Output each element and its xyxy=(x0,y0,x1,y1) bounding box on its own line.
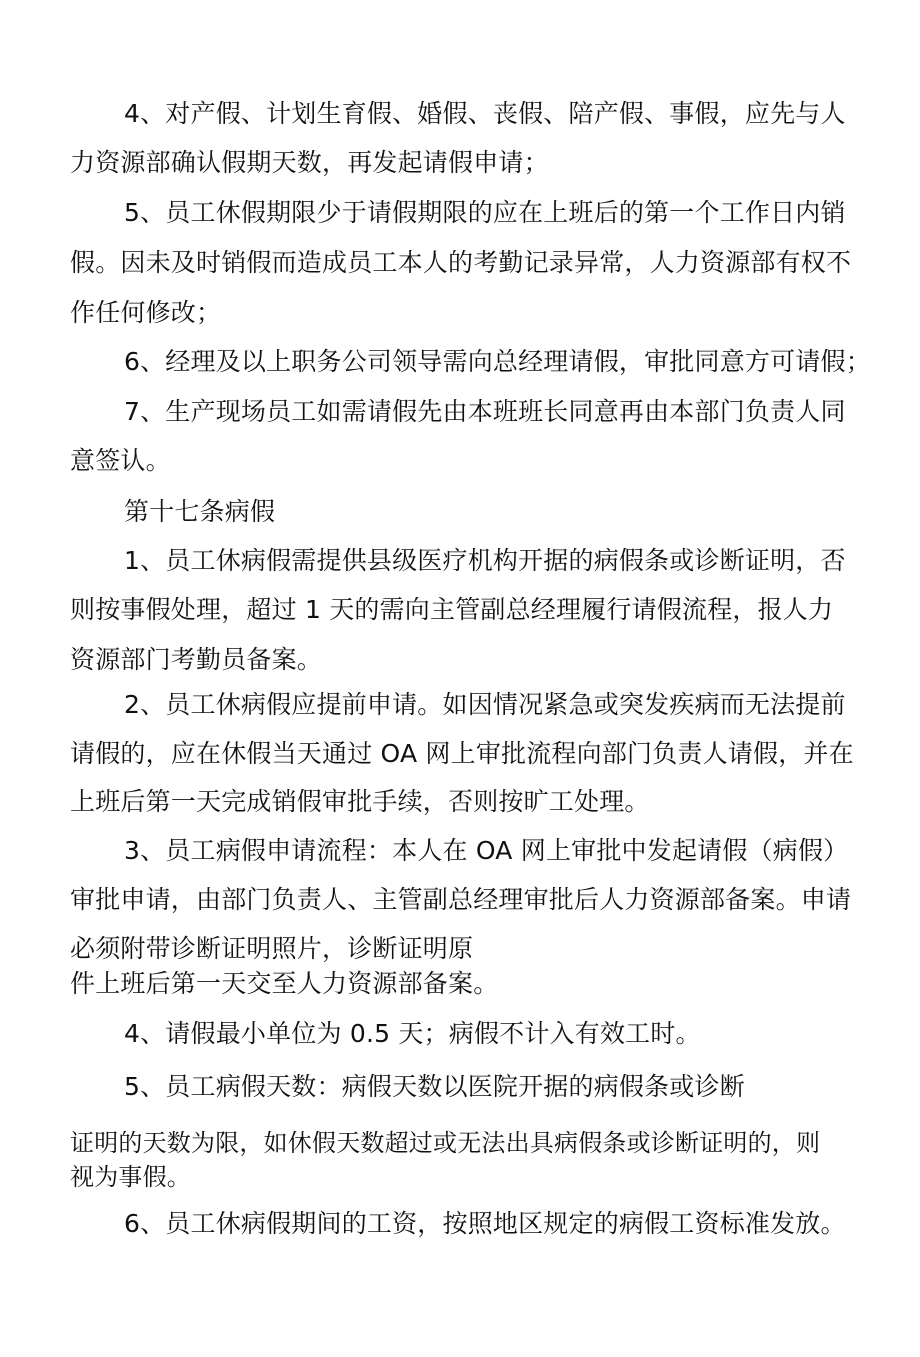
sick-leave-paragraph-3-line-1: 3、员工病假申请流程：本人在 OA 网上审批中发起请假（病假） xyxy=(124,836,849,865)
paragraph-7-line-1: 7、生产现场员工如需请假先由本班班长同意再由本部门负责人同 xyxy=(124,397,846,426)
sick-leave-paragraph-1-line-3: 资源部门考勤员备案。 xyxy=(70,645,323,674)
sick-leave-paragraph-5-line-1: 5、员工病假天数：病假天数以医院开据的病假条或诊断 xyxy=(124,1072,745,1101)
sick-leave-paragraph-2-line-3: 上班后第一天完成销假审批手续，否则按旷工处理。 xyxy=(70,787,650,816)
sick-leave-paragraph-3-line-3: 必须附带诊断证明照片，诊断证明原 xyxy=(70,934,474,963)
paragraph-7-line-2: 意签认。 xyxy=(70,446,171,475)
paragraph-5-line-1: 5、员工休假期限少于请假期限的应在上班后的第一个工作日内销 xyxy=(124,198,846,227)
sick-leave-paragraph-5-line-2: 证明的天数为限，如休假天数超过或无法出具病假条或诊断证明的，则 xyxy=(70,1129,821,1157)
paragraph-5-line-3: 作任何修改； xyxy=(70,298,222,327)
sick-leave-paragraph-2-line-1: 2、员工休病假应提前申请。如因情况紧急或突发疾病而无法提前 xyxy=(124,690,846,719)
sick-leave-paragraph-3-line-2: 审批申请，由部门负责人、主管副总经理审批后人力资源部备案。申请 xyxy=(70,885,852,914)
sick-leave-paragraph-1-line-1: 1、员工休病假需提供县级医疗机构开据的病假条或诊断证明，否 xyxy=(124,546,846,575)
sick-leave-paragraph-5-line-3: 视为事假。 xyxy=(70,1163,191,1191)
sick-leave-paragraph-4-line-1: 4、请假最小单位为 0.5 天；病假不计入有效工时。 xyxy=(124,1019,701,1048)
paragraph-4-line-2: 力资源部确认假期天数，再发起请假申请； xyxy=(70,148,549,177)
paragraph-5-line-2: 假。因未及时销假而造成员工本人的考勤记录异常，人力资源部有权不 xyxy=(70,248,852,277)
section-heading: 第十七条病假 xyxy=(124,497,276,526)
paragraph-6-line-1: 6、经理及以上职务公司领导需向总经理请假，审批同意方可请假； xyxy=(124,347,871,376)
sick-leave-paragraph-6-line-1: 6、员工休病假期间的工资，按照地区规定的病假工资标准发放。 xyxy=(124,1209,846,1238)
paragraph-4-line-1: 4、对产假、计划生育假、婚假、丧假、陪产假、事假，应先与人 xyxy=(124,99,846,128)
sick-leave-paragraph-3-line-4: 件上班后第一天交至人力资源部备案。 xyxy=(70,969,499,998)
sick-leave-paragraph-2-line-2: 请假的，应在休假当天通过 OA 网上审批流程向部门负责人请假，并在 xyxy=(70,739,854,768)
sick-leave-paragraph-1-line-2: 则按事假处理，超过 1 天的需向主管副总经理履行请假流程，报人力 xyxy=(70,595,834,624)
